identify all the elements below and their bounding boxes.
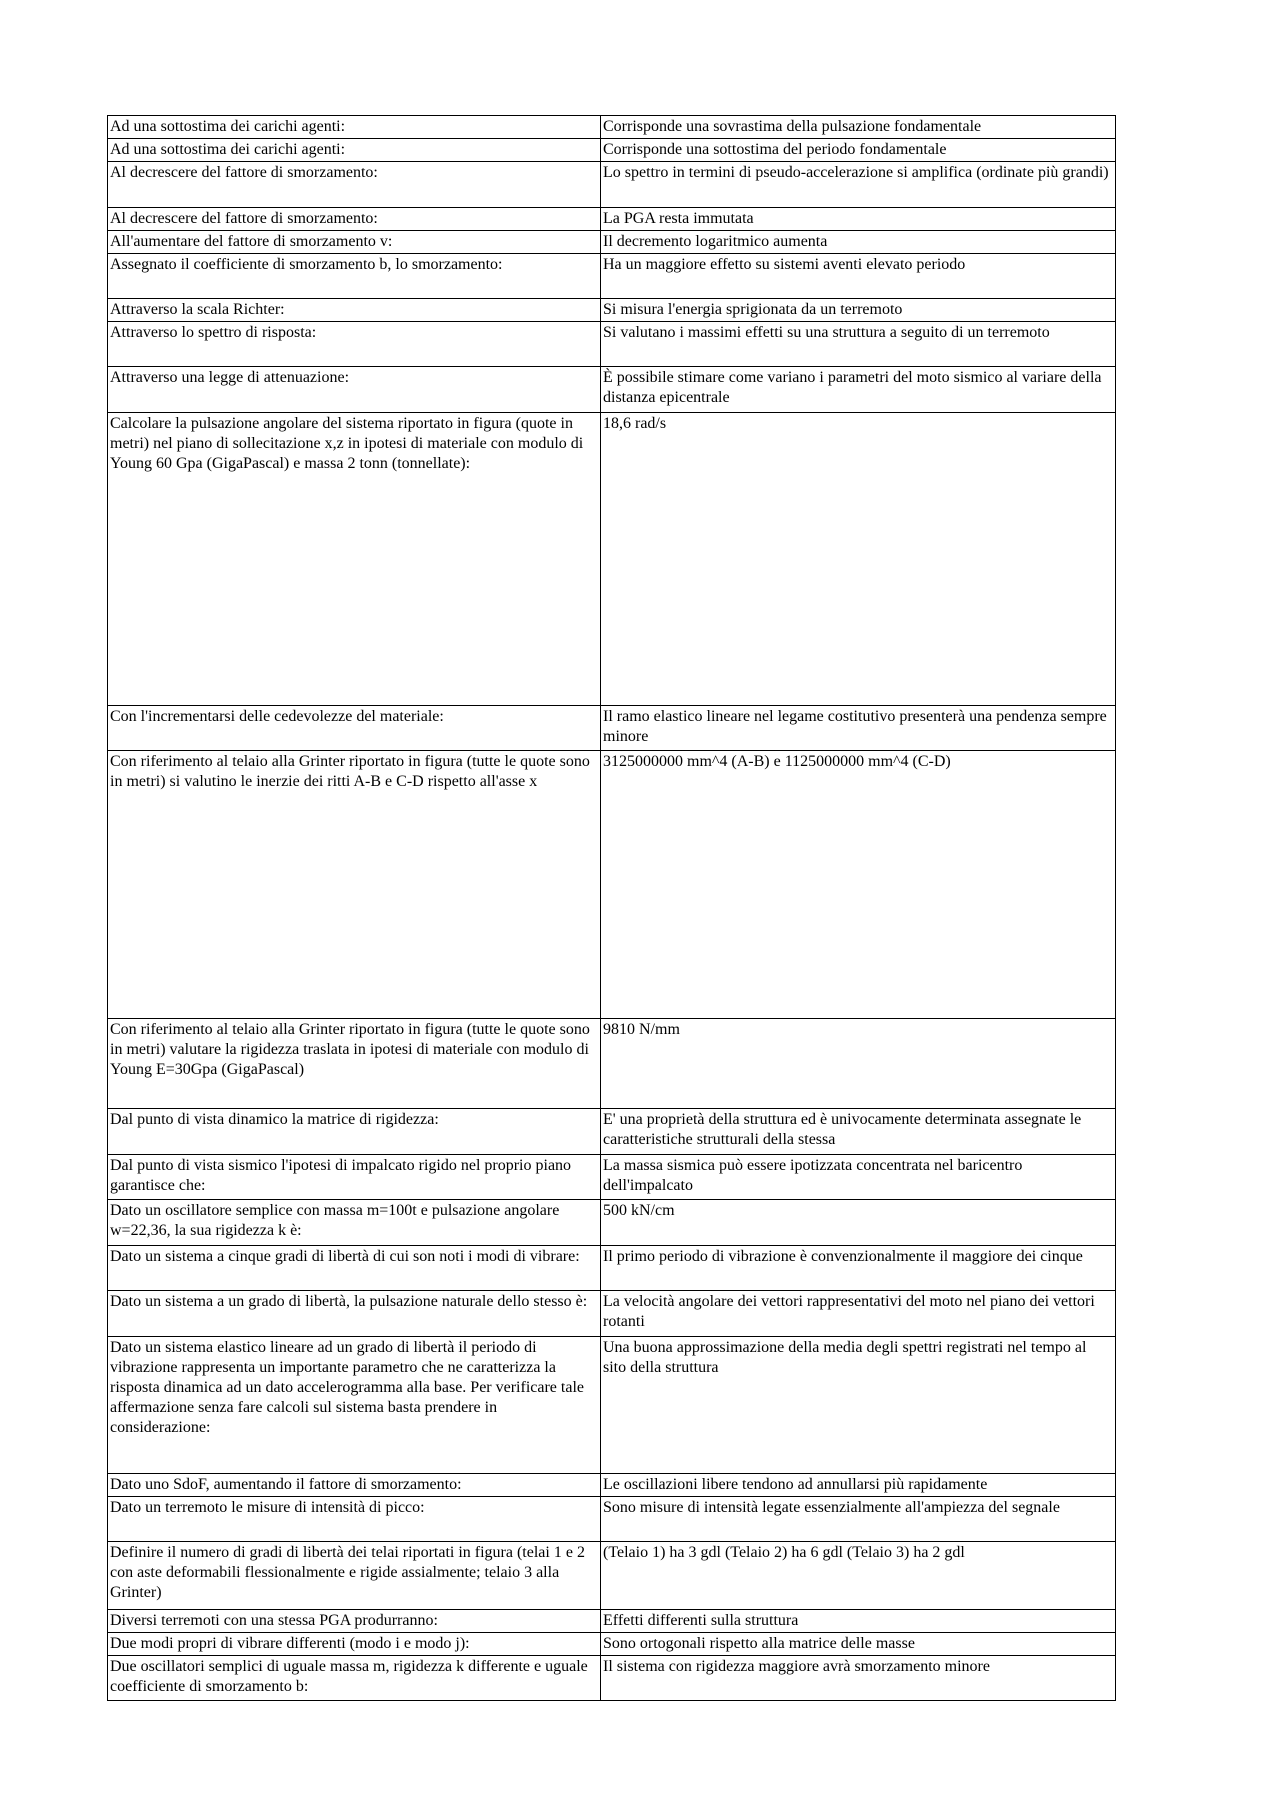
table-row	[108, 751, 1116, 1019]
question-cell: Dato un sistema a un grado di libertà, la pulsazione naturale dello stesso è:	[108, 1291, 601, 1337]
answer-cell: Lo spettro in termini di pseudo-accelerazione si amplifica (ordinate più grandi)	[601, 162, 1116, 208]
question-cell: Dal punto di vista sismico l'ipotesi di impalcato rigido nel proprio piano garantisce che:	[108, 1155, 601, 1200]
answer-cell: Il ramo elastico lineare nel legame costitutivo presenterà una pendenza sempre minore	[601, 706, 1116, 751]
table-row	[108, 413, 1116, 706]
question-cell: Ad una sottostima dei carichi agenti:	[108, 116, 601, 139]
answer-cell: Il sistema con rigidezza maggiore avrà smorzamento minore	[601, 1656, 1116, 1701]
table-row	[108, 299, 1116, 322]
question-cell: Calcolare la pulsazione angolare del sistema riportato in figura (quote in metri) nel piano di sollecitazione x,z in ipotesi di materiale con modulo di Young 60 Gpa (GigaPascal) e massa 2 tonn (tonnellate):	[108, 413, 601, 706]
question-cell: Al decrescere del fattore di smorzamento:	[108, 162, 601, 208]
answer-cell: Corrisponde una sottostima del periodo fondamentale	[601, 139, 1116, 162]
answer-cell: Sono ortogonali rispetto alla matrice delle masse	[601, 1633, 1116, 1656]
answer-cell: Una buona approssimazione della media degli spettri registrati nel tempo al sito della struttura	[601, 1337, 1116, 1474]
answer-cell: 500 kN/cm	[601, 1200, 1116, 1246]
answer-cell: La massa sismica può essere ipotizzata concentrata nel baricentro dell'impalcato	[601, 1155, 1116, 1200]
table-row	[108, 208, 1116, 231]
answer-cell: Le oscillazioni libere tendono ad annullarsi più rapidamente	[601, 1474, 1116, 1497]
question-cell: All'aumentare del fattore di smorzamento v:	[108, 231, 601, 254]
question-cell: Due modi propri di vibrare differenti (modo i e modo j):	[108, 1633, 601, 1656]
answer-cell: E' una proprietà della struttura ed è univocamente determinata assegnate le caratteristiche strutturali della stessa	[601, 1109, 1116, 1155]
table-row	[108, 1246, 1116, 1291]
table-row	[108, 1610, 1116, 1633]
question-cell: Ad una sottostima dei carichi agenti:	[108, 139, 601, 162]
answer-cell: (Telaio 1) ha 3 gdl (Telaio 2) ha 6 gdl (Telaio 3) ha 2 gdl	[601, 1542, 1116, 1610]
table-row	[108, 231, 1116, 254]
table-row	[108, 254, 1116, 299]
question-cell: Attraverso una legge di attenuazione:	[108, 367, 601, 413]
table-row	[108, 1200, 1116, 1246]
table-row	[108, 322, 1116, 367]
answer-cell: Si valutano i massimi effetti su una struttura a seguito di un terremoto	[601, 322, 1116, 367]
answer-cell: 18,6 rad/s	[601, 413, 1116, 706]
answer-cell: Effetti differenti sulla struttura	[601, 1610, 1116, 1633]
answer-cell: 3125000000 mm^4 (A-B) e 1125000000 mm^4 (C-D)	[601, 751, 1116, 1019]
question-cell: Con riferimento al telaio alla Grinter riportato in figura (tutte le quote sono in metri) si valutino le inerzie dei ritti A-B e C-D rispetto all'asse x	[108, 751, 601, 1019]
table-row	[108, 1474, 1116, 1497]
question-cell: Con l'incrementarsi delle cedevolezze del materiale:	[108, 706, 601, 751]
table-row	[108, 162, 1116, 208]
question-cell: Attraverso lo spettro di risposta:	[108, 322, 601, 367]
answer-cell: Sono misure di intensità legate essenzialmente all'ampiezza del segnale	[601, 1497, 1116, 1542]
table-row	[108, 706, 1116, 751]
table-row	[108, 367, 1116, 413]
answer-cell: Corrisponde una sovrastima della pulsazione fondamentale	[601, 116, 1116, 139]
qa-table	[107, 115, 1116, 1701]
question-cell: Dal punto di vista dinamico la matrice di rigidezza:	[108, 1109, 601, 1155]
qa-table-body	[108, 116, 1116, 1701]
question-cell: Due oscillatori semplici di uguale massa m, rigidezza k differente e uguale coefficiente di smorzamento b:	[108, 1656, 601, 1701]
question-cell: Dato un sistema elastico lineare ad un grado di libertà il periodo di vibrazione rappresenta un importante parametro che ne caratterizza la risposta dinamica ad un dato accelerogramma alla base. Per verificare tale affermazione senza fare calcoli sul sistema basta prendere in considerazione:	[108, 1337, 601, 1474]
question-cell: Dato un oscillatore semplice con massa m=100t e pulsazione angolare w=22,36, la sua rigidezza k è:	[108, 1200, 601, 1246]
table-row	[108, 1109, 1116, 1155]
answer-cell: È possibile stimare come variano i parametri del moto sismico al variare della distanza epicentrale	[601, 367, 1116, 413]
table-row	[108, 1291, 1116, 1337]
question-cell: Al decrescere del fattore di smorzamento:	[108, 208, 601, 231]
answer-cell: 9810 N/mm	[601, 1019, 1116, 1109]
table-row	[108, 116, 1116, 139]
question-cell: Dato un terremoto le misure di intensità di picco:	[108, 1497, 601, 1542]
table-row	[108, 1497, 1116, 1542]
table-row	[108, 1542, 1116, 1610]
answer-cell: La PGA resta immutata	[601, 208, 1116, 231]
table-row	[108, 139, 1116, 162]
table-row	[108, 1019, 1116, 1109]
answer-cell: Ha un maggiore effetto su sistemi aventi elevato periodo	[601, 254, 1116, 299]
question-cell: Diversi terremoti con una stessa PGA produrranno:	[108, 1610, 601, 1633]
answer-cell: Si misura l'energia sprigionata da un terremoto	[601, 299, 1116, 322]
table-row	[108, 1633, 1116, 1656]
table-row	[108, 1337, 1116, 1474]
question-cell: Dato uno SdoF, aumentando il fattore di smorzamento:	[108, 1474, 601, 1497]
answer-cell: Il decremento logaritmico aumenta	[601, 231, 1116, 254]
question-cell: Assegnato il coefficiente di smorzamento b, lo smorzamento:	[108, 254, 601, 299]
question-cell: Dato un sistema a cinque gradi di libertà di cui son noti i modi di vibrare:	[108, 1246, 601, 1291]
question-cell: Attraverso la scala Richter:	[108, 299, 601, 322]
table-row	[108, 1656, 1116, 1701]
question-cell: Definire il numero di gradi di libertà dei telai riportati in figura (telai 1 e 2 con aste deformabili flessionalmente e rigide assialmente; telaio 3 alla Grinter)	[108, 1542, 601, 1610]
table-row	[108, 1155, 1116, 1200]
answer-cell: La velocità angolare dei vettori rappresentativi del moto nel piano dei vettori rotanti	[601, 1291, 1116, 1337]
answer-cell: Il primo periodo di vibrazione è convenzionalmente il maggiore dei cinque	[601, 1246, 1116, 1291]
question-cell: Con riferimento al telaio alla Grinter riportato in figura (tutte le quote sono in metri) valutare la rigidezza traslata in ipotesi di materiale con modulo di Young E=30Gpa (GigaPascal)	[108, 1019, 601, 1109]
